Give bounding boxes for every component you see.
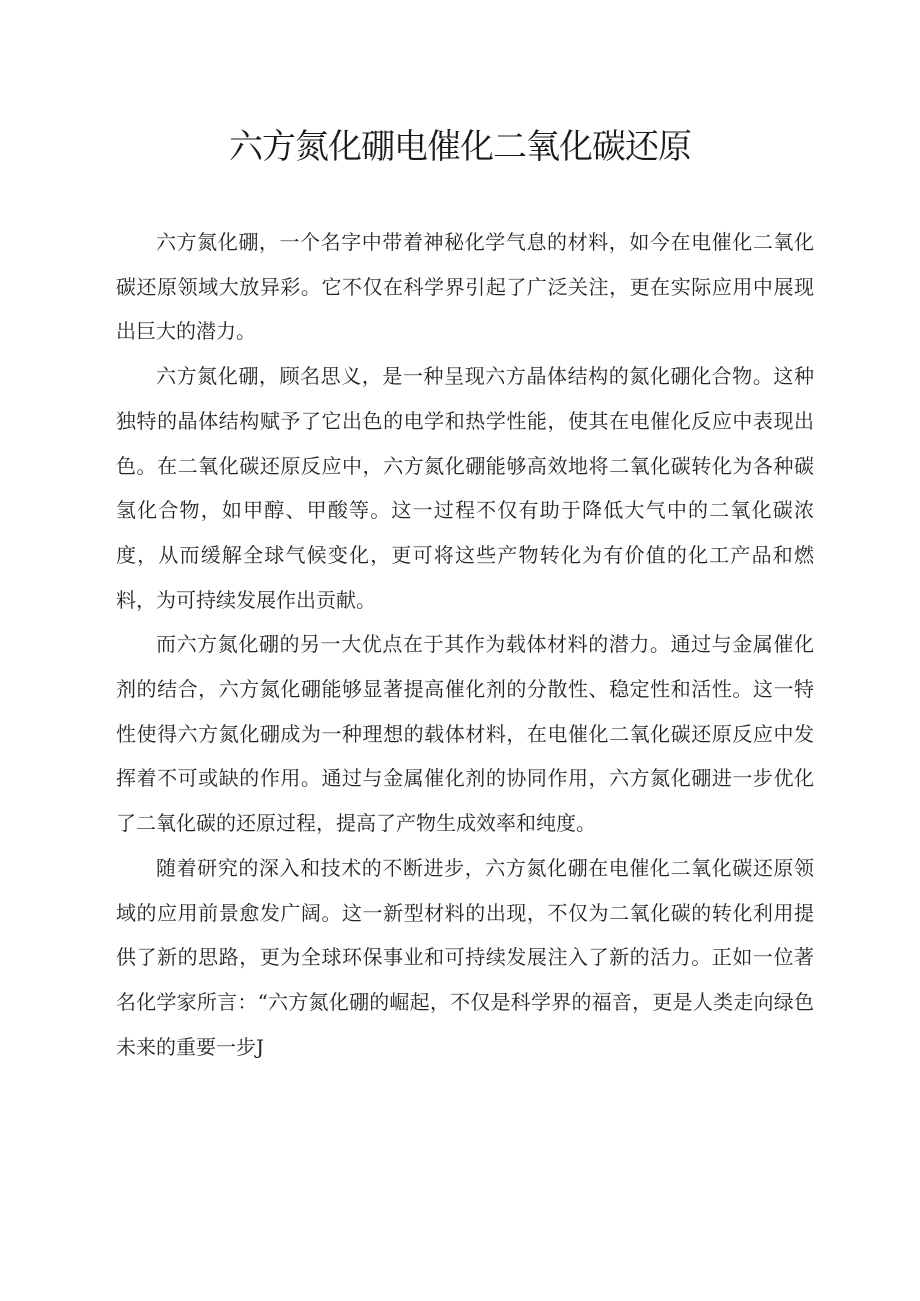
document-body <box>116 220 814 1069</box>
document-title: 六方氮化硼电催化二氧化碳还原 <box>229 127 691 167</box>
paragraph-2: 六方氮化硼，顾名思义，是一种呈现六方晶体结构的氮化硼化合物。这种独特的晶体结构赋予了它出色的电学和热学性能，使其在电催化反应中表现出色。在二氧化碳还原反应中，六方氮化硼能够高效地将二氧化碳转化为各种碳氢化合物，如甲醇、甲酸等。这一过程不仅有助于降低大气中的二氧化碳浓度，从而缓解全球气候变化，更可将这些产物转化为有价值的化工产品和燃料，为可持续发展作出贡献。 <box>116 364 814 612</box>
paragraph-3: 而六方氮化硼的另一大优点在于其作为载体材料的潜力。通过与金属催化剂的结合，六方氮化硼能够显著提高催化剂的分散性、稳定性和活性。这一特性使得六方氮化硼成为一种理想的载体材料，在电催化二氧化碳还原反应中发挥着不可或缺的作用。通过与金属催化剂的协同作用，六方氮化硼进一步优化了二氧化碳的还原过程，提高了产物生成效率和纯度。 <box>116 632 814 836</box>
paragraph-1: 六方氮化硼，一个名字中带着神秘化学气息的材料，如今在电催化二氧化碳还原领域大放异彩。它不仅在科学界引起了广泛关注，更在实际应用中展现出巨大的潜力。 <box>116 230 814 344</box>
paragraph-4: 随着研究的深入和技术的不断进步，六方氮化硼在电催化二氧化碳还原领域的应用前景愈发广阔。这一新型材料的出现，不仅为二氧化碳的转化利用提供了新的思路，更为全球环保事业和可持续发展注入了新的活力。正如一位著名化学家所言：“六方氮化硼的崛起，不仅是科学界的福音，更是人类走向绿色未来的重要一步J <box>116 855 814 1059</box>
